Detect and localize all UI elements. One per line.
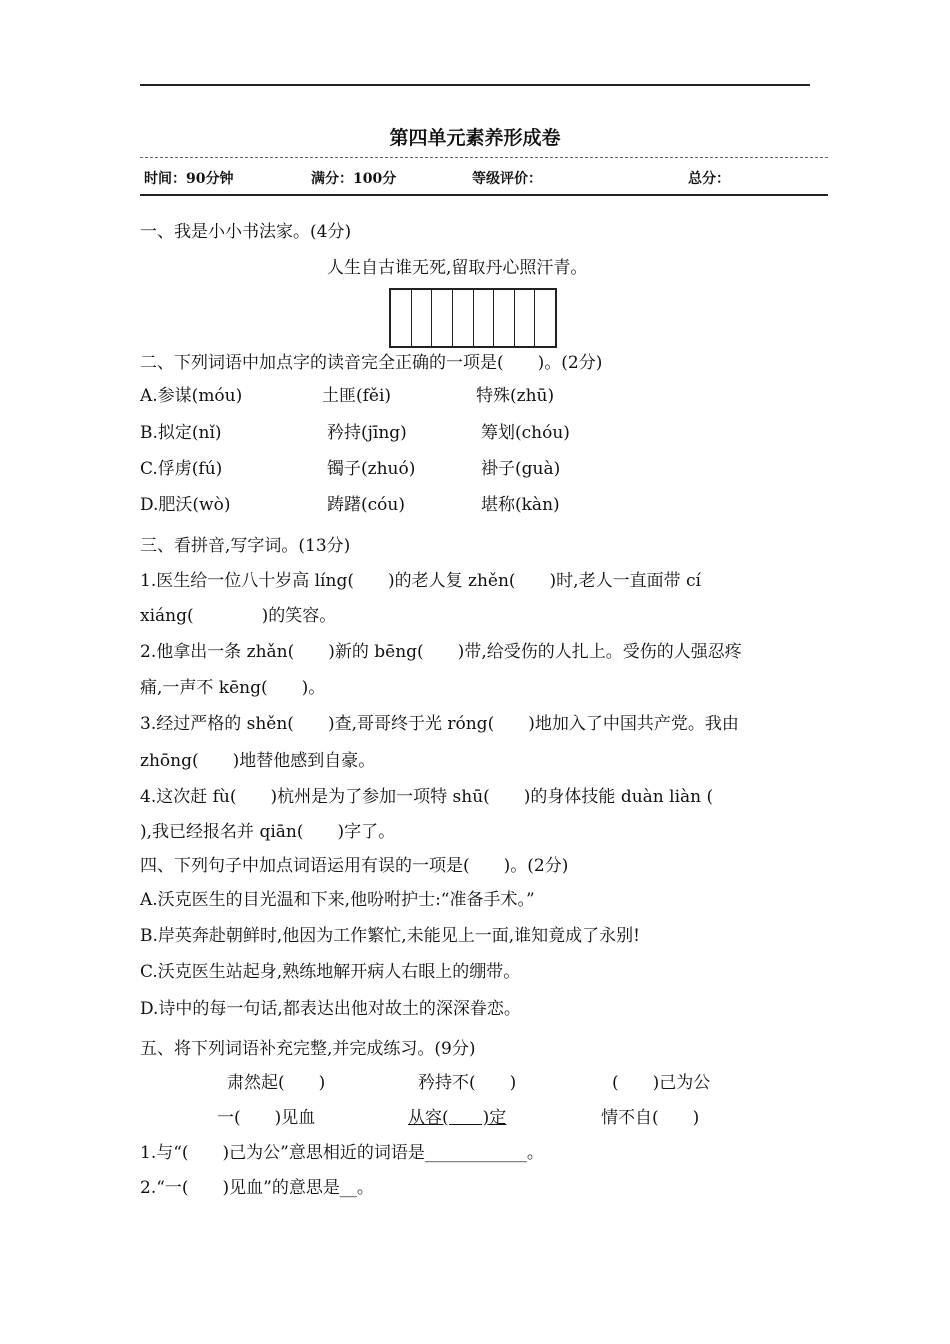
q2-option-b-3: 筹划(chóu) (481, 423, 570, 443)
q3-line: 1.医生给一位八十岁高 líng( )的老人复 zhěn( )时,老人一直面带 cí (140, 571, 701, 591)
time-label: 时间：90分钟 (144, 171, 234, 187)
q2-option-a-1: A.参谋(móu) (140, 386, 243, 406)
q2-option-b-2: 矜持(jīng) (327, 423, 407, 443)
q2-option-d-1: D.肥沃(wò) (140, 495, 231, 515)
q3-line: ),我已经报名并 qiān( )字了。 (140, 822, 396, 842)
total-score-label: 总分： (688, 171, 730, 187)
q5-word: ( )己为公 (612, 1073, 711, 1093)
grid-cell[interactable] (535, 290, 555, 346)
q5-word: 肃然起( ) (227, 1073, 326, 1093)
q3-line: zhōng( )地替他感到自豪。 (140, 751, 376, 771)
top-rule (140, 84, 810, 86)
q3-heading: 三、看拼音,写字词。(13分) (140, 536, 351, 556)
q2-option-c-2: 镯子(zhuó) (327, 459, 416, 479)
grid-cell[interactable] (515, 290, 536, 346)
q2-heading: 二、下列词语中加点字的读音完全正确的一项是( )。(2分) (140, 353, 603, 373)
q2-option-a-2: 土匪(fěi) (322, 386, 392, 406)
writing-grid[interactable] (389, 288, 557, 348)
q3-line: 2.他拿出一条 zhǎn( )新的 bēng( )带,给受伤的人扎上。受伤的人强忍疼 (140, 642, 742, 662)
q5-word: 情不自( ) (601, 1108, 700, 1128)
q2-option-a-3: 特殊(zhū) (476, 386, 555, 406)
q5-word: 一( )见血 (217, 1108, 316, 1128)
q2-option-d-3: 堪称(kàn) (481, 495, 560, 515)
grid-cell[interactable] (412, 290, 433, 346)
dashed-divider (140, 157, 828, 158)
q5-sub-question-1: 1.与“( )己为公”意思相近的词语是____________。 (140, 1143, 544, 1163)
q2-option-c-3: 褂子(guà) (481, 459, 561, 479)
grid-cell[interactable] (391, 290, 412, 346)
grade-label: 等级评价： (472, 171, 542, 187)
grid-cell[interactable] (432, 290, 453, 346)
q3-line: 痛,一声不 kēng( )。 (140, 678, 326, 698)
q2-option-b-1: B.拟定(nǐ) (140, 423, 222, 443)
info-bottom-rule (140, 194, 828, 196)
q4-option-d: D.诗中的每一句话,都表达出他对故土的深深眷恋。 (140, 999, 521, 1019)
q5-sub-question-2: 2.“一( )见血”的意思是__。 (140, 1178, 374, 1198)
q3-line: xiáng( )的笑容。 (140, 606, 337, 626)
q4-option-a: A.沃克医生的目光温和下来,他吩咐护士:“准备手术。” (140, 890, 535, 910)
q3-line: 4.这次赶 fù( )杭州是为了参加一项特 shū( )的身体技能 duàn liàn ( (140, 787, 714, 807)
q3-line: 3.经过严格的 shěn( )查,哥哥终于光 róng( )地加入了中国共产党。我由 (140, 714, 739, 734)
full-score-label: 满分：100分 (311, 171, 397, 187)
grid-cell[interactable] (494, 290, 515, 346)
q1-heading: 一、我是小小书法家。(4分) (140, 222, 352, 242)
grid-cell[interactable] (474, 290, 495, 346)
q5-word: 从容( )定 (408, 1108, 507, 1128)
q2-option-c-1: C.俘虏(fú) (140, 459, 223, 479)
q4-option-b: B.岸英奔赴朝鲜时,他因为工作繁忙,未能见上一面,谁知竟成了永别! (140, 926, 640, 946)
grid-cell[interactable] (453, 290, 474, 346)
page-title: 第四单元素养形成卷 (389, 127, 561, 149)
q5-word: 矜持不( ) (418, 1073, 517, 1093)
q5-heading: 五、将下列词语补充完整,并完成练习。(9分) (140, 1039, 476, 1059)
q1-poem: 人生自古谁无死,留取丹心照汗青。 (327, 258, 588, 278)
q2-option-d-2: 踌躇(cóu) (327, 495, 405, 515)
q4-option-c: C.沃克医生站起身,熟练地解开病人右眼上的绷带。 (140, 962, 521, 982)
q4-heading: 四、下列句子中加点词语运用有误的一项是( )。(2分) (140, 856, 569, 876)
